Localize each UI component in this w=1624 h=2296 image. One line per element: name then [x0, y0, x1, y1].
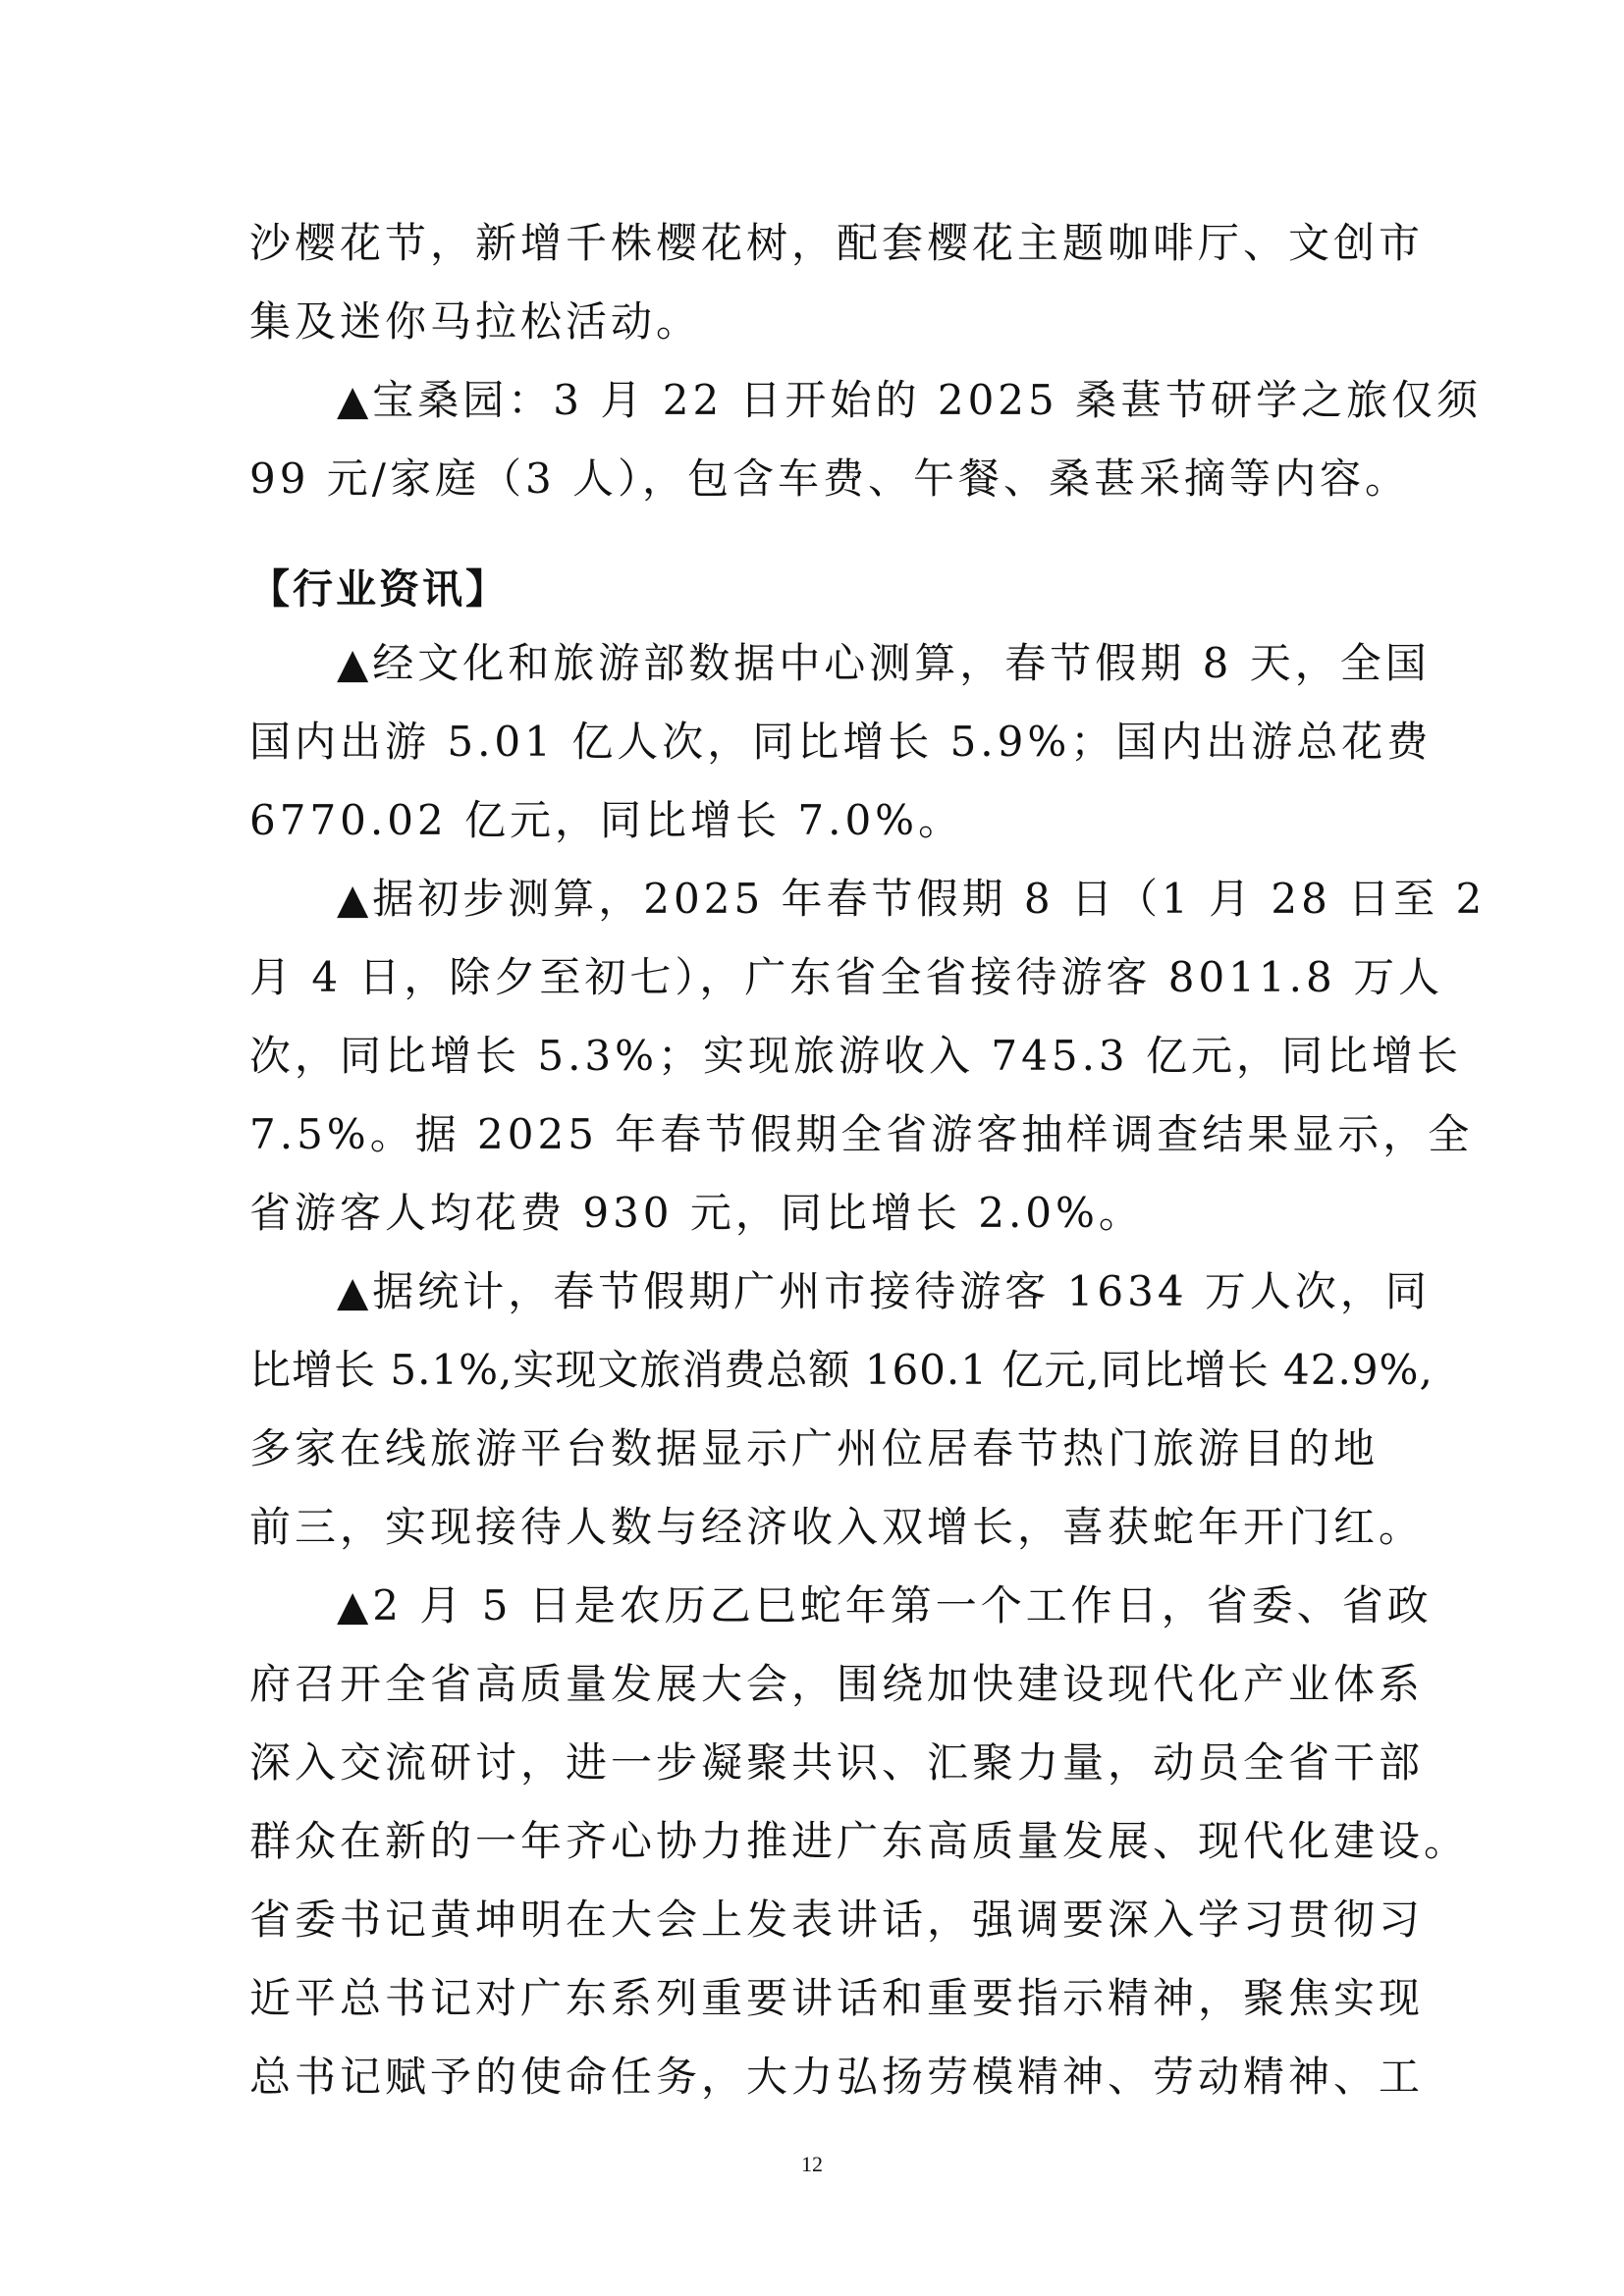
- text-line: 前三，实现接待人数与经济收入双增长，喜获蛇年开门红。: [249, 1503, 1425, 1551]
- section-heading: 【行业资讯】: [249, 565, 509, 613]
- text-line: 群众在新的一年齐心协力推进广东高质量发展、现代化建设。: [249, 1817, 1470, 1865]
- text-line: 府召开全省高质量发展大会，围绕加快建设现代化产业体系: [249, 1660, 1425, 1708]
- text-line: 总书记赋予的使命任务，大力弘扬劳模精神、劳动精神、工: [249, 2053, 1425, 2101]
- text-line: 7.5%。据 2025 年春节假期全省游客抽样调查结果显示，全: [249, 1110, 1474, 1158]
- text-line: 沙樱花节，新增千株樱花树，配套樱花主题咖啡厅、文创市: [249, 219, 1425, 267]
- text-line: 国内出游 5.01 亿人次，同比增长 5.9%；国内出游总花费: [249, 718, 1433, 766]
- text-line: 省委书记黄坤明在大会上发表讲话，强调要深入学习贯彻习: [249, 1896, 1425, 1944]
- text-line: 月 4 日，除夕至初七），广东省全省接待游客 8011.8 万人: [249, 953, 1444, 1001]
- text-line: 比增长 5.1%,实现文旅消费总额 160.1 亿元,同比增长 42.9%,: [249, 1346, 1434, 1394]
- paragraph-start-line: ▲据初步测算，2025 年春节假期 8 日（1 月 28 日至 2: [337, 875, 1487, 923]
- paragraph-start-line: ▲经文化和旅游部数据中心测算，春节假期 8 天，全国: [337, 639, 1431, 687]
- text-line: 深入交流研讨，进一步凝聚共识、汇聚力量，动员全省干部: [249, 1738, 1425, 1787]
- text-line: 集及迷你马拉松活动。: [249, 297, 702, 346]
- paragraph-start-line: ▲2 月 5 日是农历乙巳蛇年第一个工作日，省委、省政: [337, 1581, 1433, 1629]
- text-line: 近平总书记对广东系列重要讲话和重要指示精神，聚焦实现: [249, 1974, 1425, 2022]
- text-line: 省游客人均花费 930 元，同比增长 2.0%。: [249, 1189, 1144, 1237]
- text-line: 次，同比增长 5.3%；实现旅游收入 745.3 亿元，同比增长: [249, 1032, 1462, 1080]
- paragraph-start-line: ▲据统计，春节假期广州市接待游客 1634 万人次，同: [337, 1267, 1431, 1315]
- text-line: 6770.02 亿元，同比增长 7.0%。: [249, 796, 964, 844]
- text-line: 多家在线旅游平台数据显示广州位居春节热门旅游目的地: [249, 1424, 1380, 1472]
- text-line: 99 元/家庭（3 人），包含车费、午餐、桑葚采摘等内容。: [249, 454, 1411, 503]
- page-number: 12: [801, 2152, 823, 2176]
- paragraph-start-line: ▲宝桑园：3 月 22 日开始的 2025 桑葚节研学之旅仅须: [337, 376, 1483, 424]
